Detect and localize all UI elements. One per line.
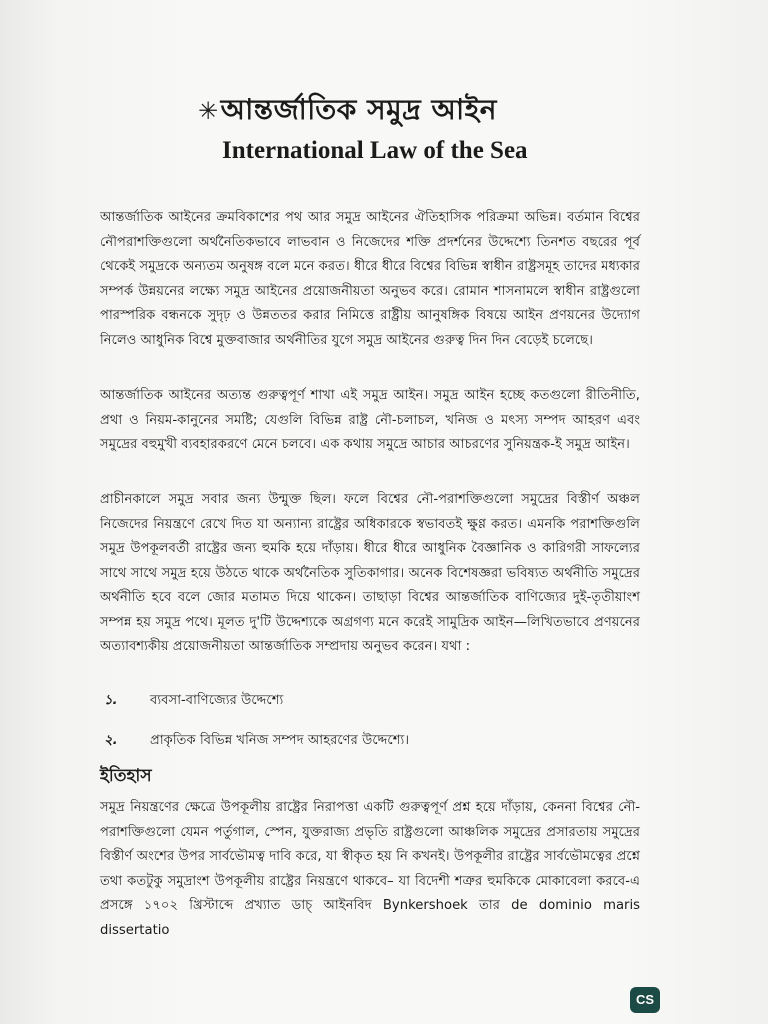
chapter-title-english: International Law of the Sea: [222, 137, 528, 164]
list-item-text: ব্যবসা-বাণিজ্যের উদ্দেশ্যে: [150, 693, 284, 708]
list-item-text: প্রাকৃতিক বিভিন্ন খনিজ সম্পদ আহরণের উদ্দেশ্যে।: [150, 733, 410, 748]
paragraph-definition: আন্তর্জাতিক আইনের অত্যন্ত গুরুত্বপূর্ণ শাখা এই সমুদ্র আইন। সমুদ্র আইন হচ্ছে কতগুলো রীতিনীতি, প্রথা ও নিয়ম-কানুনের সমষ্টি; যেগুলি বিভিন্ন রাষ্ট্র নৌ-চলাচল, খনিজ ও মৎস্য সম্পদ আহরণ এবং সমুদ্রের বহুমুখী ব্যবহারকরণে মেনে চলবে। এক কথায় সমুদ্রে আচার আচরণের সুনিয়ন্ত্রক-ই সমুদ্র আইন।: [100, 388, 640, 452]
chapter-title-bengali: [198, 88, 497, 135]
list-item: [104, 730, 409, 752]
star-icon: ✳: [198, 97, 219, 125]
paragraph-intro: আন্তর্জাতিক আইনের ক্রমবিকাশের পথ আর সমুদ্র আইনের ঐতিহাসিক পরিক্রমা অভিন্ন। বর্তমান বিশ্বের নৌপরাশক্তিগুলো অর্থনৈতিকভাবে লাভবান ও নিজেদের শক্তি প্রদর্শনের উদ্দেশ্যে তিনশত বছরের পূর্ব থেকেই সমুদ্রকে অন্যতম অনুষঙ্গ বলে মনে করত। ধীরে ধীরে বিশ্বের বিভিন্ন স্বাধীন রাষ্ট্রসমূহ তাদের মধ্যকার সম্পর্ক উন্নয়নের লক্ষ্যে সমুদ্র আইনের প্রয়োজনীয়তা অনুভব করে। রোমান শাসনামলে স্বাধীন রাষ্ট্রগুলো পারস্পরিক বন্ধনকে সুদৃঢ় ও উন্নততর করার নিমিত্তে রাষ্ট্রীয় আনুষঙ্গিক বিষয়ে আইন প্রণয়নের উদ্যোগ নিলেও আধুনিক বিশ্বে মুক্তবাজার অর্থনীতির যুগে সমুদ্র আইনের গুরুত্ব দিন দিন বেড়েই চলেছে।: [100, 210, 640, 348]
list-item: [104, 690, 283, 712]
list-marker: ১.: [104, 693, 118, 708]
chapter-title-text: আন্তর্জাতিক সমুদ্র আইন: [220, 93, 497, 126]
list-marker: ২.: [104, 733, 118, 748]
paragraph-background: প্রাচীনকালে সমুদ্র সবার জন্য উন্মুক্ত ছিল। ফলে বিশ্বের নৌ-পরাশক্তিগুলো সমুদ্রের বিস্তীর্ণ অঞ্চল নিজেদের নিয়ন্ত্রণে রেখে দিত যা অন্যান্য রাষ্ট্রের অধিকারকে স্বভাবতই ক্ষুণ্ণ করত। এমনকি পরাশক্তিগুলি সমুদ্র উপকূলবর্তী রাষ্ট্রের জন্য হুমকি হয়ে দাঁড়ায়। ধীরে ধীরে আধুনিক বৈজ্ঞানিক ও কারিগরী সাফল্যের সাথে সাথে সমুদ্র হয়ে উঠতে থাকে অর্থনৈতিক সুতিকাগার। অনেক বিশেষজ্ঞরা ভবিষ্যত অর্থনীতি সমুদ্রের অর্থনীতি হবে বলে জোর মতামত দিয়ে থাকেন। তাছাড়া বিশ্বের আন্তর্জাতিক বাণিজ্যের দুই-তৃতীয়াংশ সম্পন্ন হয় সমুদ্র পথে। মূলত দু'টি উদ্দেশ্যকে অগ্রগণ্য মনে করেই সামুদ্রিক আইন—লিখিতভাবে প্রণয়নের অত্যাবশ্যকীয় প্রয়োজনীয়তা আন্তর্জাতিক সম্প্রদায় অনুভব করেন। যথা :: [100, 492, 640, 654]
camscanner-logo-icon: CS: [630, 987, 660, 1013]
section-heading-history: ইতিহাস: [100, 766, 152, 786]
paragraph-history: সমুদ্র নিয়ন্ত্রণের ক্ষেত্রে উপকূলীয় রাষ্ট্রের নিরাপত্তা একটি গুরুত্বপূর্ণ প্রশ্ন হয়ে দাঁড়ায়, কেননা বিশ্বের নৌ-পরাশক্তিগুলো যেমন পর্তুগাল, স্পেন, যুক্তরাজ্য প্রভৃতি রাষ্ট্রগুলো আঞ্চলিক সমুদ্রের প্রসারতায় সমুদ্রের বিস্তীর্ণ অংশের উপর সার্বভৌমত্ব দাবি করে, যা স্বীকৃত হয় নি কখনই। উপকূলীর রাষ্ট্রের সার্বভৌমত্বের প্রশ্নে তথা কতটুকু সমুদ্রাংশ উপকূলীয় রাষ্ট্রের নিয়ন্ত্রণে থাকবে– যা বিদেশী শত্রুর হুমকিকে মোকাবেলা করবে-এ প্রসঙ্গে ১৭০২ খ্রিস্টাব্দে প্রখ্যাত ডাচ্ আইনবিদ Bynkershoek তার de dominio maris dissertatio: [100, 800, 640, 938]
